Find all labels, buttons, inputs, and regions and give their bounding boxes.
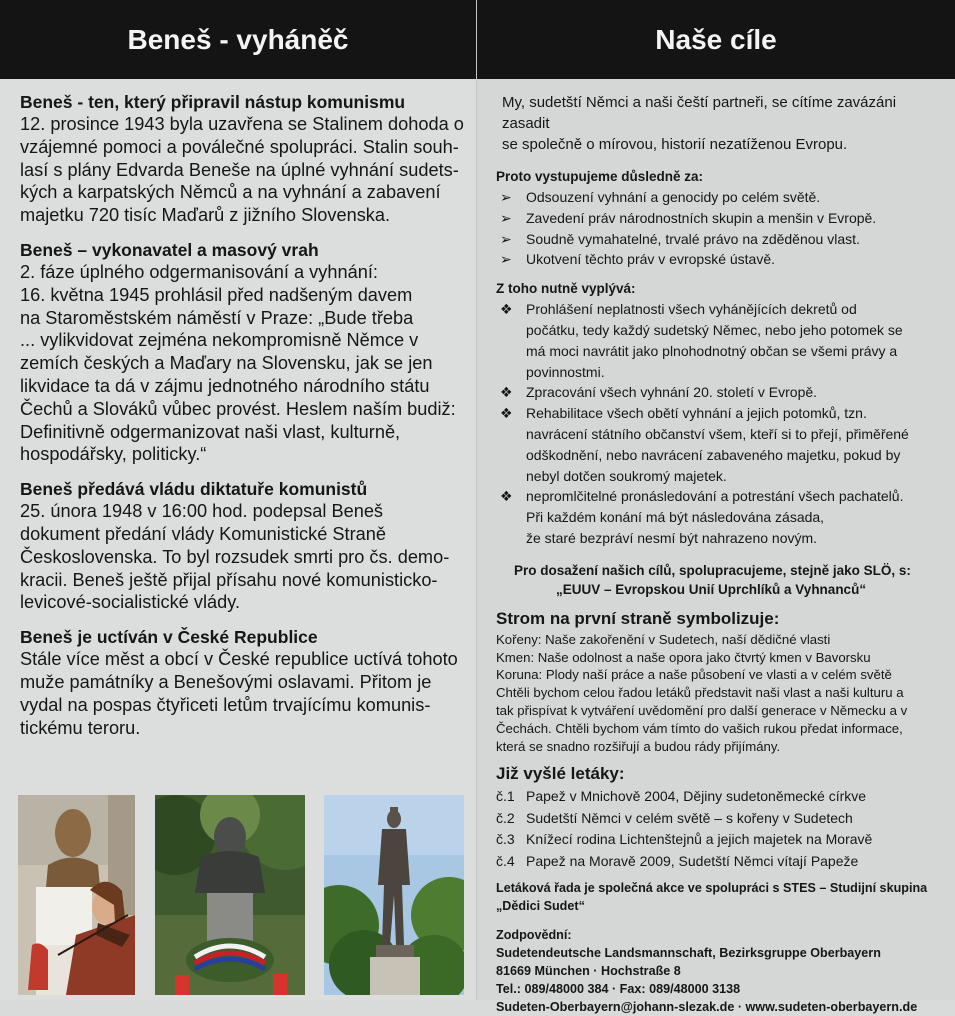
section-text	[20, 113, 472, 227]
intro-text	[496, 92, 946, 155]
demand-item: ❖ Prohlášení neplatnosti všech vyhánějících dekretů od počátku, tedy každý sudetský Němec, nebo jeho potomek se má moci navrátit jako plnohodnotný občan se všemi právy a povinnostmi.	[500, 301, 903, 380]
section-text	[20, 648, 472, 739]
cooperation-line: Pro dosažení našich cílů, spolupracujeme, stejně jako SLÖ, s:	[514, 562, 911, 578]
text-line: 16. května 1945 prohlásil před nadšeným davem	[20, 284, 413, 305]
demands-heading: Z toho nutně vyplývá:	[496, 281, 636, 297]
text-line: vydal na pospas čtyřiceti letům trvajícímu komunis-	[20, 694, 431, 715]
text-line: 2. fáze úplného odgermanisování a vyhnání:	[20, 261, 378, 282]
contact-org: Sudetendeutsche Landsmannschaft, Bezirksgruppe Oberbayern	[496, 946, 881, 961]
goal-item: ➢ Zavedení práv národnostních skupin a menšin v Evropě.	[496, 208, 946, 229]
section-heading: Beneš je uctíván v České Republice	[20, 627, 318, 648]
leaflet-item: č.3 Knížecí rodina Lichtenštejnů a jejich majetek na Moravě	[496, 831, 873, 848]
contact-web: Sudeten-Oberbayern@johann-slezak.de · www.sudeten-oberbayern.de	[496, 999, 918, 1014]
section-heading: Beneš předává vládu diktatuře komunistů	[20, 479, 368, 500]
demand-item: ❖ Zpracování všech vyhnání 20. století v Evropě.	[496, 382, 946, 403]
leaflets-list	[496, 786, 946, 872]
arrow-bullet-icon: ➢	[500, 251, 512, 268]
contact-label: Zodpovědní:	[496, 928, 572, 943]
left-panel	[0, 0, 476, 1000]
section-communism	[20, 92, 472, 227]
left-banner-title: Beneš - vyháněč	[0, 0, 476, 79]
goals-list	[496, 187, 946, 270]
text-line: Čechů a Slováků vůbec provést. Heslem naším budiž:	[20, 398, 456, 419]
demand-item: ❖ Rehabilitace všech obětí vyhnání a jejich potomků, tzn. navrácení státního občanství všem, kteří si to přejí, přiměřené odškodnění, nebo navrácení zabaveného majetku, pokud by nebyl dotčen soukromý majetek.	[500, 405, 909, 484]
tree-line: která se snadno rozšiřují a budou rády přijímány.	[496, 738, 781, 754]
contact-phone: Tel.: 089/48000 384 · Fax: 089/48000 3138	[496, 981, 741, 996]
text-line: tickému teroru.	[20, 717, 141, 738]
photo-strip	[18, 795, 464, 995]
tree-line: Čechách. Chtěli bychom vám tímto do vašich rukou předat informace,	[496, 720, 903, 736]
goals-heading: Proto vystupujeme důsledně za:	[496, 169, 704, 184]
leaflets-heading: Již vyšlé letáky:	[496, 764, 625, 784]
text-line: 25. února 1948 v 16:00 hod. podepsal Beneš	[20, 501, 384, 522]
demands-list	[496, 299, 946, 549]
arrow-bullet-icon: ➢	[500, 209, 512, 226]
text-line: 12. prosince 1943 byla uzavřena se Stalinem dohoda o	[20, 114, 464, 134]
photo-standing-statue-image	[324, 795, 464, 995]
text-line: zemích českých a Maďary na Slovensku, jak se jen	[20, 353, 433, 374]
diamond-bullet-icon: ❖	[500, 384, 513, 401]
text-line: muže památníky a Benešovými oslavami. Přitom je	[20, 671, 432, 692]
text-line: likvidace ta dá v zájmu jednotného národního státu	[20, 375, 430, 396]
demand-item: ❖ nepromlčitelné pronásledování a potrestání všech pachatelů. Při každém konání má být následována zásada, že staré bezpráví nesmí být nahrazeno novým.	[500, 488, 904, 546]
text-line: kracii. Beneš ještě přijal přísahu nové komunisticko-	[20, 569, 438, 590]
text-line: Definitivně odgermanizovat naši vlast, kulturně,	[20, 421, 401, 442]
photo-bust-violinist	[18, 795, 135, 995]
section-text	[20, 500, 472, 614]
text-line: dokument předání vlády Komunistické Straně	[20, 523, 386, 544]
leaflet-item: č.1 Papež v Mnichově 2004, Dějiny sudetoněmecké církve	[496, 788, 867, 805]
diamond-bullet-icon: ❖	[500, 301, 513, 318]
series-note	[496, 880, 946, 915]
tree-line: Koruna: Plody naší práce a naše působení ve vlasti a v celém světě	[496, 667, 892, 683]
tree-line: Kořeny: Naše zakořenění v Sudetech, naší dědičné vlasti	[496, 631, 831, 647]
arrow-bullet-icon: ➢	[500, 189, 512, 205]
cooperation-org: „EUUV – Evropskou Unií Uprchlíků a Vyhnanců“	[556, 581, 867, 597]
right-panel	[476, 0, 955, 1014]
text-line: Československa. To byl rozsudek smrti pro čs. demo-	[20, 546, 450, 567]
left-content	[20, 92, 472, 752]
text-line: lasí s plány Edvarda Beneše na úplné vyhnání sudets-	[20, 159, 459, 180]
section-mass-murderer	[20, 240, 472, 466]
diamond-bullet-icon: ❖	[500, 405, 513, 422]
text-line: Stále více měst a obcí v České republice uctívá tohoto	[20, 649, 458, 670]
leaflet-item: č.4 Papež na Moravě 2009, Sudetští Němci vítají Papeže	[496, 852, 859, 869]
text-line: majetku 720 tisíc Maďarů z jižního Slovenska.	[20, 205, 391, 226]
text-line: ... vylikvidovat zejména nekompromisně Němce v	[20, 330, 419, 351]
contact-block	[496, 927, 946, 1016]
text-line: vzájemné pomoci a poválečné spolupráci. Stalin souh-	[20, 136, 459, 157]
right-content	[496, 92, 946, 1016]
photo-standing-statue	[324, 795, 464, 995]
text-line: hospodářsky, politicky.“	[20, 444, 207, 465]
arrow-bullet-icon: ➢	[500, 230, 512, 247]
section-heading: Beneš – vykonavatel a masový vrah	[20, 239, 319, 260]
intro-line: se společně o mírovou, historií nezatíženou Evropu.	[502, 136, 848, 153]
series-line: Letáková řada je společná akce ve spolupráci s STES – Studijní skupina	[496, 881, 928, 896]
leaflet-item: č.2 Sudetští Němci v celém světě – s kořeny v Sudetech	[496, 809, 853, 826]
tree-text	[496, 631, 946, 756]
goal-item: ➢ Ukotvení těchto práv v evropské ústavě.	[496, 249, 946, 270]
goal-item: ➢ Odsouzení vyhnání a genocidy po celém světě.	[496, 187, 946, 208]
section-text	[20, 261, 472, 466]
tree-line: tak přispívat k vytváření uvědomění pro další generace v Německu a v	[496, 702, 908, 718]
tree-line: Kmen: Naše odolnost a naše opora jako čtvrtý kmen v Bavorsku	[496, 649, 871, 665]
photo-bust-violinist-image	[18, 795, 135, 995]
text-line: kých a karpatských Němců a na vyhnání a zabavení	[20, 182, 441, 203]
photo-bust-wreath	[155, 795, 305, 995]
right-banner-title: Naše cíle	[477, 0, 955, 79]
section-honored	[20, 627, 472, 739]
tree-line: Chtěli bychom celou řadou letáků představit naši vlast a naši kulturu a	[496, 685, 904, 701]
contact-address: 81669 München · Hochstraße 8	[496, 963, 681, 978]
goal-item: ➢ Soudně vymahatelné, trvalé právo na zděděnou vlast.	[496, 229, 946, 250]
cooperation-note	[496, 561, 946, 599]
text-line: levicové-socialistické vlády.	[20, 592, 241, 613]
photo-bust-wreath-image	[155, 795, 305, 995]
text-line: na Staroměstském náměstí v Praze: „Bude třeba	[20, 307, 414, 328]
section-dictatorship	[20, 479, 472, 614]
diamond-bullet-icon: ❖	[500, 488, 513, 505]
series-line: „Dědici Sudet“	[496, 898, 585, 913]
intro-line: My, sudetští Němci a naši čeští partneři, se cítíme zavázáni zasadit	[502, 94, 897, 132]
tree-heading: Strom na první straně symbolizuje:	[496, 608, 780, 628]
section-heading: Beneš - ten, který připravil nástup komunismu	[20, 92, 406, 112]
